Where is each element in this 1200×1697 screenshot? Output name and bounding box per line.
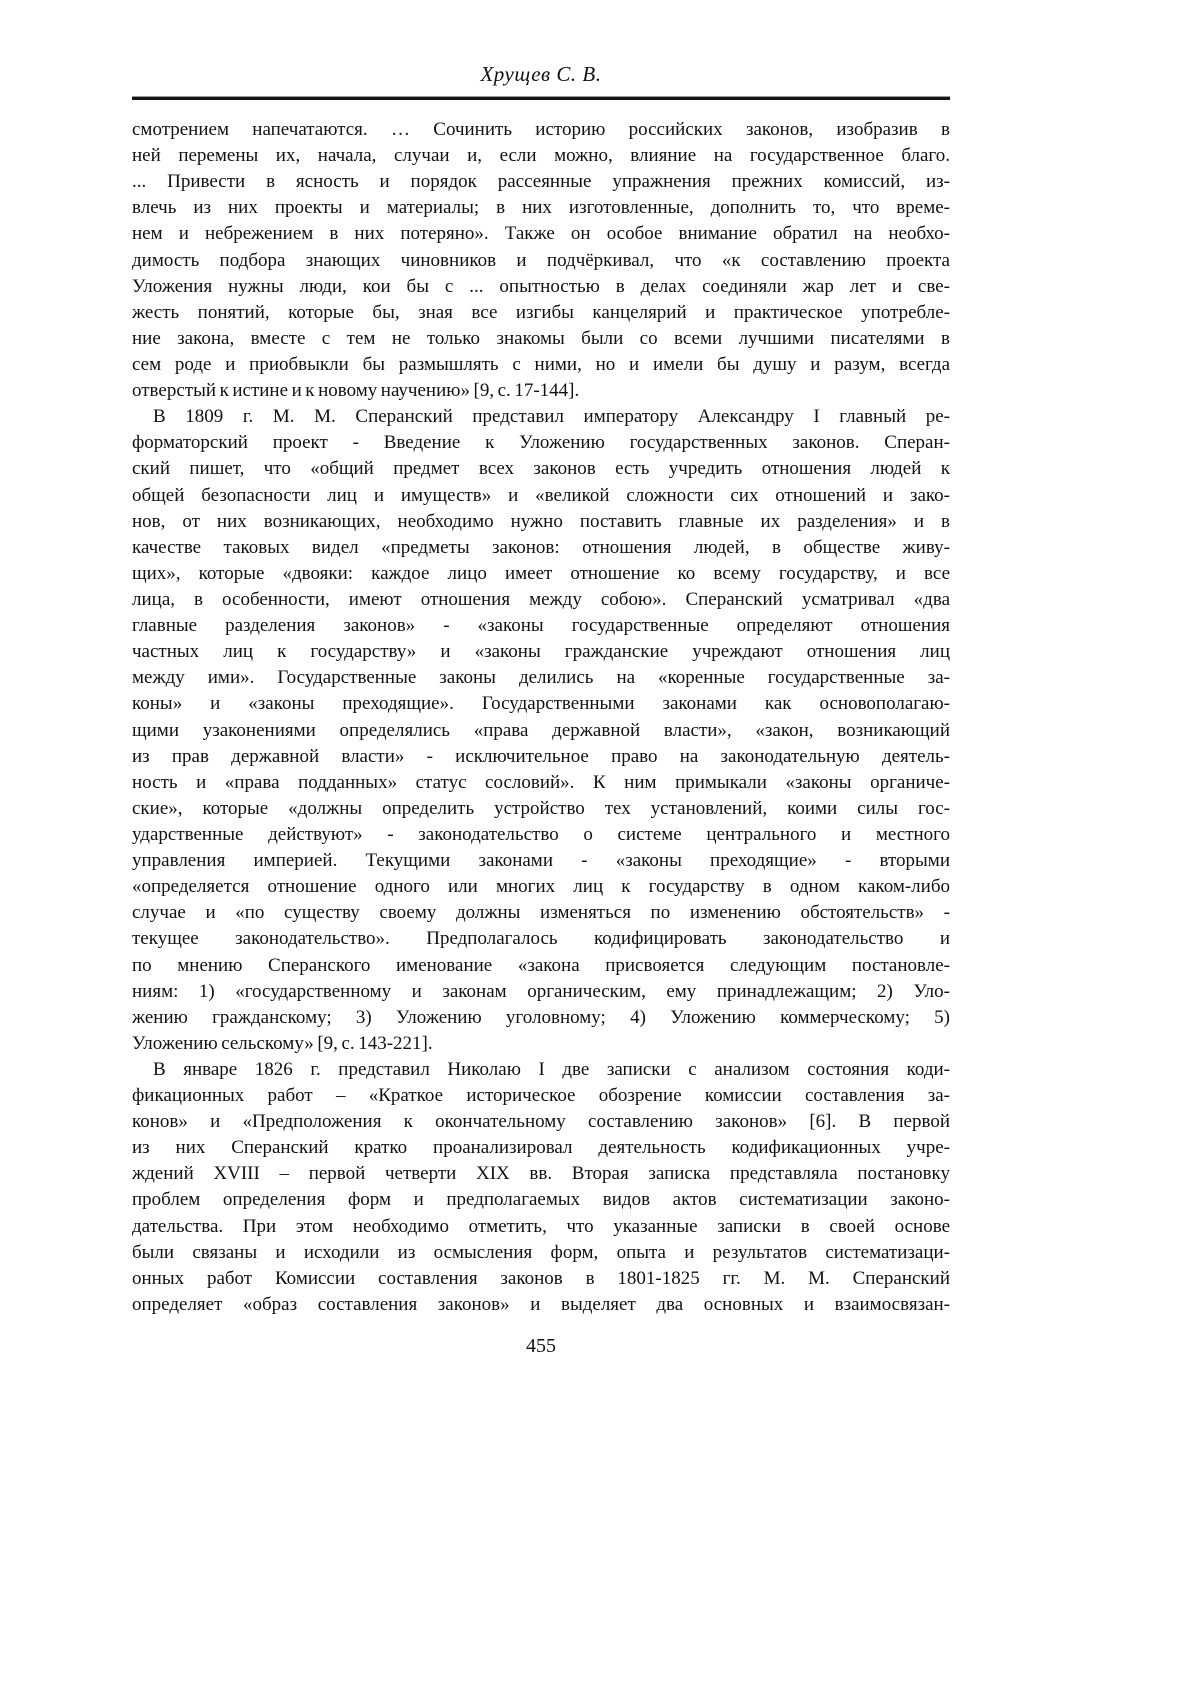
text-line: конов» и «Предположения к окончательному составлению законов» [6]. В первой bbox=[132, 1111, 950, 1133]
text-line: В 1809 г. М. М. Сперанский представил императору Александру I главный ре- bbox=[153, 406, 950, 428]
text-line: из них Сперанский кратко проанализировал деятельность кодификационных учре- bbox=[132, 1137, 950, 1159]
text-line: В январе 1826 г. представил Николаю I две записки с анализом состояния коди- bbox=[153, 1058, 950, 1080]
text-line: ние закона, вместе с тем не только знакомы были со всеми лучшими писателями в bbox=[132, 327, 950, 349]
text-line: онных работ Комиссии составления законов в 1801-1825 гг. М. М. Сперанский bbox=[132, 1267, 950, 1289]
text-line: ждений XVIII – первой четверти XIX вв. Вторая записка представляла постановку bbox=[132, 1163, 950, 1185]
text-line: Уложению сельскому» [9, с. 143-221]. bbox=[132, 1032, 433, 1054]
text-line: лица, в особенности, имеют отношения между собою». Сперанский усматривал «два bbox=[132, 588, 950, 610]
text-line: между ими». Государственные законы делились на «коренные государственные за- bbox=[132, 667, 950, 689]
header-rule-divider bbox=[132, 96, 950, 100]
text-line: случае и «по существу своему должны изменяться по изменению обстоятельств» - bbox=[132, 902, 950, 924]
text-line: форматорский проект - Введение к Уложению государственных законов. Сперан- bbox=[132, 432, 950, 454]
text-line: щими узаконениями определялись «права державной власти», «закон, возникающий bbox=[132, 719, 950, 741]
text-line: определяет «образ составления законов» и выделяет два основных и взаимосвязан- bbox=[132, 1293, 950, 1315]
text-line: управления империей. Текущими законами - «законы преходящие» - вторыми bbox=[132, 850, 950, 872]
paragraph bbox=[132, 404, 950, 1057]
text-line: ниям: 1) «государственному и законам органическим, ему принадлежащим; 2) Уло- bbox=[132, 980, 950, 1002]
page-number: 455 bbox=[526, 1335, 556, 1358]
text-line: ские», которые «должны определить устройство тех установлений, коими силы гос- bbox=[132, 797, 950, 819]
text-line: ность и «права подданных» статус сословий». К ним примыкали «законы органиче- bbox=[132, 771, 950, 793]
running-header-author: Хрущев С. В. bbox=[480, 62, 602, 86]
text-line: ней перемены их, начала, случаи и, если можно, влияние на государственное благо. bbox=[132, 145, 950, 167]
text-line: коны» и «законы преходящие». Государственными законами как основополагаю- bbox=[132, 693, 950, 715]
paragraph bbox=[132, 117, 950, 404]
paragraph bbox=[132, 1057, 950, 1318]
text-line: жесть понятий, которые бы, зная все изгибы канцелярий и практическое употребле- bbox=[132, 301, 950, 323]
document-body bbox=[132, 117, 950, 1318]
text-line: ский пишет, что «общий предмет всех законов есть учредить отношения людей к bbox=[132, 458, 950, 480]
text-line: фикационных работ – «Краткое историческое обозрение комиссии составления за- bbox=[132, 1085, 950, 1107]
text-line: Уложения нужны люди, кои бы с ... опытностью в делах соединяли жар лет и све- bbox=[132, 275, 950, 297]
text-line: ударственные действуют» - законодательство о системе центрального и местного bbox=[132, 823, 950, 845]
text-line: сем роде и приобвыкли бы размышлять с ними, но и имели бы душу и разум, всегда bbox=[132, 353, 950, 375]
text-line: частных лиц к государству» и «законы гражданские учреждают отношения лиц bbox=[132, 641, 950, 663]
text-line: из прав державной власти» - исключительное право на законодательную деятель- bbox=[132, 745, 950, 767]
text-line: щих», которые «двояки: каждое лицо имеет отношение ко всему государству, и все bbox=[132, 562, 950, 584]
text-line: проблем определения форм и предполагаемых видов актов систематизации законо- bbox=[132, 1189, 950, 1211]
text-line: отверстый к истине и к новому научению» [9, с. 17-144]. bbox=[132, 380, 580, 402]
text-line: качестве таковых видел «предметы законов: отношения людей, в обществе живу- bbox=[132, 536, 950, 558]
text-line: нем и небрежением в них потеряно». Также он особое внимание обратил на необхо- bbox=[132, 223, 950, 245]
text-line: общей безопасности лиц и имуществ» и «великой сложности сих отношений и зако- bbox=[132, 484, 950, 506]
text-line: влечь из них проекты и материалы; в них изготовленные, дополнить то, что време- bbox=[132, 197, 950, 219]
text-line: ... Привести в ясность и порядок рассеянные упражнения прежних комиссий, из- bbox=[132, 171, 950, 193]
text-line: димость подбора знающих чиновников и подчёркивал, что «к составлению проекта bbox=[132, 249, 950, 271]
text-line: дательства. При этом необходимо отметить, что указанные записки в своей основе bbox=[132, 1215, 950, 1237]
text-line: смотрением напечатаются. … Сочинить историю российских законов, изобразив в bbox=[132, 119, 950, 140]
text-line: текущее законодательство». Предполагалось кодифицировать законодательство и bbox=[132, 928, 950, 950]
text-line: нов, от них возникающих, необходимо нужно поставить главные их разделения» и в bbox=[132, 510, 950, 532]
text-line: «определяется отношение одного или многих лиц к государству в одном каком-либо bbox=[132, 876, 950, 898]
text-line: главные разделения законов» - «законы государственные определяют отношения bbox=[132, 615, 950, 637]
text-line: были связаны и исходили из осмысления форм, опыта и результатов систематизаци- bbox=[132, 1241, 950, 1263]
text-column bbox=[132, 0, 950, 1358]
text-line: по мнению Сперанского именование «закона присвояется следующим постановле- bbox=[132, 954, 950, 976]
text-line: жению гражданскому; 3) Уложению уголовному; 4) Уложению коммерческому; 5) bbox=[132, 1006, 950, 1028]
